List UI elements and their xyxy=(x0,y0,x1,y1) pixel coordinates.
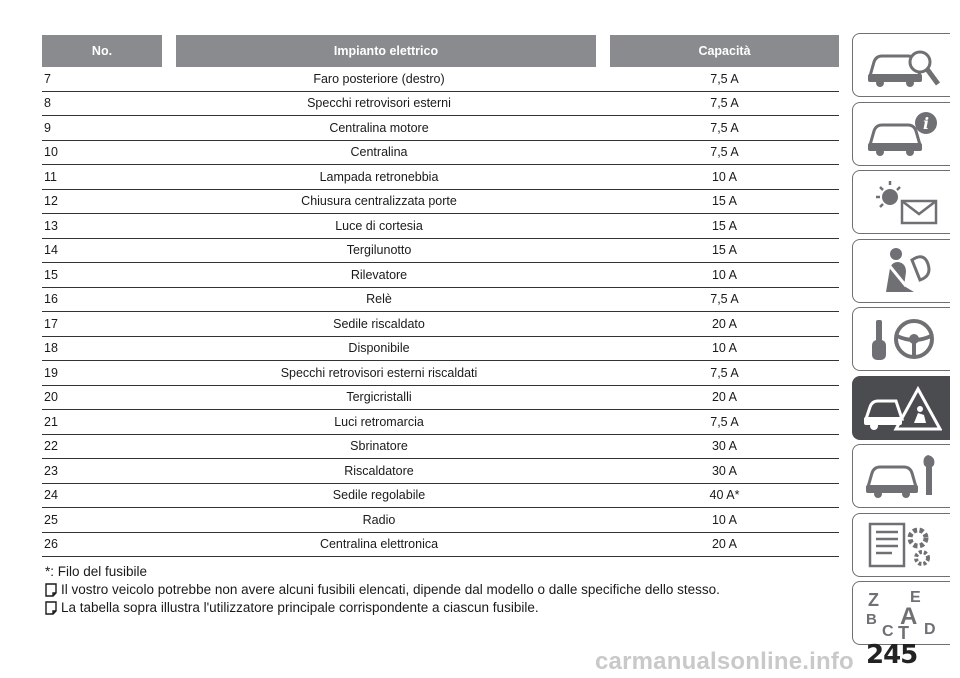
chapter-sidebar xyxy=(852,33,952,650)
note-2: La tabella sopra illustra l'utilizzatore principale corrispondente a ciascun fusibile. xyxy=(45,599,720,617)
tab-starting-driving[interactable] xyxy=(852,307,950,371)
table-row xyxy=(42,239,839,264)
electrical-system: Centralina xyxy=(350,145,408,160)
fuse-number: 15 xyxy=(44,267,58,282)
fuse-number: 9 xyxy=(44,120,51,135)
tab-technical-data[interactable] xyxy=(852,513,950,577)
index-letter-d: D xyxy=(923,621,936,638)
svg-text:i: i xyxy=(922,113,929,133)
car-maintenance-icon xyxy=(862,451,942,501)
table-row xyxy=(42,92,839,117)
capacity: 7,5 A xyxy=(710,145,739,160)
electrical-system: Specchi retrovisori esterni riscaldati xyxy=(280,365,478,380)
fuse-number: 18 xyxy=(44,341,58,356)
fuse-number: 22 xyxy=(44,439,58,454)
electrical-system: Tergilunotto xyxy=(346,243,412,258)
table-row xyxy=(42,288,839,313)
fuse-table xyxy=(42,35,839,557)
tab-car-search[interactable] xyxy=(852,33,950,97)
electrical-system: Rilevatore xyxy=(350,267,408,282)
electrical-system: Luci retromarcia xyxy=(334,414,424,429)
alphabetical-index-icon xyxy=(862,586,942,640)
table-row xyxy=(42,263,839,288)
fuse-number: 13 xyxy=(44,218,58,233)
capacity: 7,5 A xyxy=(710,96,739,111)
table-row xyxy=(42,141,839,166)
electrical-system: Tergicristalli xyxy=(346,390,412,405)
index-letter-a: A xyxy=(899,603,917,630)
electrical-system: Specchi retrovisori esterni xyxy=(307,96,451,111)
electrical-system: Chiusura centralizzata porte xyxy=(301,194,457,209)
technical-specifications-icon xyxy=(862,520,942,570)
watermark: carmanualsonline.info xyxy=(595,648,854,675)
fuse-number: 20 xyxy=(44,390,58,405)
notes-section xyxy=(45,563,720,617)
seatbelt-airbag-icon xyxy=(862,246,942,296)
electrical-system: Centralina motore xyxy=(329,120,429,135)
table-header xyxy=(42,35,839,67)
table-row xyxy=(42,361,839,386)
tab-maintenance[interactable] xyxy=(852,444,950,508)
header-no: No. xyxy=(42,35,162,67)
electrical-system: Faro posteriore (destro) xyxy=(313,71,445,86)
capacity: 40 A* xyxy=(709,488,740,503)
capacity: 10 A xyxy=(711,341,738,356)
electrical-system: Luce di cortesia xyxy=(335,218,423,233)
capacity: 7,5 A xyxy=(710,414,739,429)
table-row xyxy=(42,116,839,141)
electrical-system: Relè xyxy=(366,292,392,307)
table-row xyxy=(42,337,839,362)
table-row xyxy=(42,459,839,484)
key-steering-wheel-icon xyxy=(862,314,942,364)
page-number: 245 xyxy=(866,640,918,670)
note-1: Il vostro veicolo potrebbe non avere alcuni fusibili elencati, dipende dal modello o dalle specifiche dello stesso. xyxy=(45,581,720,599)
header-impianto: Impianto elettrico xyxy=(176,35,596,67)
table-row xyxy=(42,410,839,435)
header-capacita: Capacità xyxy=(610,35,839,67)
car-search-icon xyxy=(862,40,942,90)
capacity: 20 A xyxy=(711,316,738,331)
table-row xyxy=(42,533,839,558)
index-letter-z: Z xyxy=(867,590,879,610)
index-letter-c: C xyxy=(881,623,894,640)
electrical-system: Lampada retronebbia xyxy=(319,169,439,184)
capacity: 30 A xyxy=(711,463,738,478)
capacity: 10 A xyxy=(711,267,738,282)
capacity: 15 A xyxy=(711,243,738,258)
tab-index[interactable] xyxy=(852,581,950,645)
fuse-number: 10 xyxy=(44,145,58,160)
electrical-system: Centralina elettronica xyxy=(319,537,439,552)
electrical-system: Sedile regolabile xyxy=(332,488,426,503)
capacity: 20 A xyxy=(711,537,738,552)
table-row xyxy=(42,312,839,337)
capacity: 10 A xyxy=(711,169,738,184)
fuse-number: 12 xyxy=(44,194,58,209)
index-letter-e: E xyxy=(909,589,921,606)
table-row xyxy=(42,435,839,460)
fuse-number: 21 xyxy=(44,414,58,429)
fuse-number: 26 xyxy=(44,537,58,552)
fuse-number: 19 xyxy=(44,365,58,380)
table-row xyxy=(42,67,839,92)
electrical-system: Sedile riscaldato xyxy=(333,316,425,331)
electrical-system: Riscaldatore xyxy=(344,463,414,478)
table-row xyxy=(42,165,839,190)
index-letter-b: B xyxy=(865,611,877,628)
fuse-number: 25 xyxy=(44,512,58,527)
tab-safety[interactable] xyxy=(852,239,950,303)
fuse-number: 16 xyxy=(44,292,58,307)
capacity: 10 A xyxy=(711,512,738,527)
table-row xyxy=(42,214,839,239)
capacity: 7,5 A xyxy=(710,120,739,135)
index-letter-t: T xyxy=(897,623,909,640)
fuse-number: 23 xyxy=(44,463,58,478)
capacity: 20 A xyxy=(711,390,738,405)
capacity: 7,5 A xyxy=(710,365,739,380)
tab-car-info[interactable] xyxy=(852,102,950,166)
fuse-number: 7 xyxy=(44,71,51,86)
table-row xyxy=(42,508,839,533)
note-icon xyxy=(45,583,57,597)
car-emergency-triangle-icon xyxy=(862,383,942,433)
note-icon xyxy=(45,601,57,615)
tab-emergency[interactable] xyxy=(852,376,950,440)
capacity: 7,5 A xyxy=(710,292,739,307)
table-row xyxy=(42,190,839,215)
warning-light-message-icon xyxy=(862,177,942,227)
capacity: 15 A xyxy=(711,218,738,233)
fuse-number: 8 xyxy=(44,96,51,111)
electrical-system: Sbrinatore xyxy=(350,439,408,454)
fuse-number: 14 xyxy=(44,243,58,258)
car-info-icon xyxy=(862,109,942,159)
electrical-system: Disponibile xyxy=(348,341,410,356)
fuse-number: 17 xyxy=(44,316,58,331)
capacity: 30 A xyxy=(711,439,738,454)
electrical-system: Radio xyxy=(362,512,396,527)
capacity: 15 A xyxy=(711,194,738,209)
table-row xyxy=(42,386,839,411)
fuse-number: 24 xyxy=(44,488,58,503)
fuse-number: 11 xyxy=(44,169,57,184)
footnote: *: Filo del fusibile xyxy=(45,564,148,579)
tab-warning-lights[interactable] xyxy=(852,170,950,234)
table-row xyxy=(42,484,839,509)
table-body xyxy=(42,67,839,557)
capacity: 7,5 A xyxy=(710,71,739,86)
